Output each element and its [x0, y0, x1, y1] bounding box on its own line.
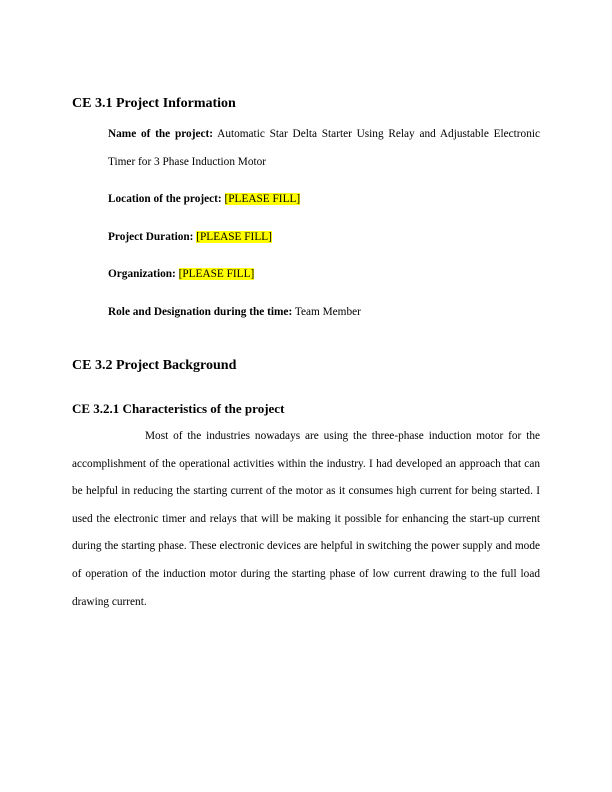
field-label: Project Duration:	[108, 231, 194, 243]
field-label: Role and Designation during the time:	[108, 306, 293, 318]
field-label: Name of the project:	[108, 128, 214, 140]
field-organization	[108, 261, 540, 289]
field-value: Team Member	[294, 306, 361, 318]
field-project-name	[108, 121, 540, 176]
placeholder-highlight: [PLEASE FILL]	[178, 268, 255, 280]
field-project-duration	[108, 224, 540, 252]
field-label: Organization:	[108, 268, 176, 280]
field-value: Automatic Star Delta Starter Using Relay and Adjustable Electronic Timer for 3 Phase Induction Motor	[108, 128, 541, 168]
section-heading-3-2: CE 3.2 Project Background	[72, 358, 237, 373]
section-heading-3-1: CE 3.1 Project Information	[72, 96, 236, 111]
subsection-heading-3-2-1: CE 3.2.1 Characteristics of the project	[72, 401, 285, 416]
field-role-designation	[108, 299, 540, 327]
field-project-location	[108, 186, 540, 214]
field-label: Location of the project:	[108, 193, 222, 205]
placeholder-highlight: [PLEASE FILL]	[196, 231, 272, 243]
characteristics-paragraph: Most of the industries nowadays are using the three-phase induction motor for the accomplishment of the operational activities within the industry. I had developed an approach that can be helpful in reducing the starting current of the motor as it consumes high current for being started. I used the electronic timer and relays that will be making it possible for enhancing the start-up current during the starting phase. These electronic devices are helpful in switching the power supply and mode of operation of the induction motor during the starting phase of low current drawing to the full load drawing current.	[72, 430, 540, 608]
placeholder-highlight: [PLEASE FILL]	[224, 193, 301, 205]
